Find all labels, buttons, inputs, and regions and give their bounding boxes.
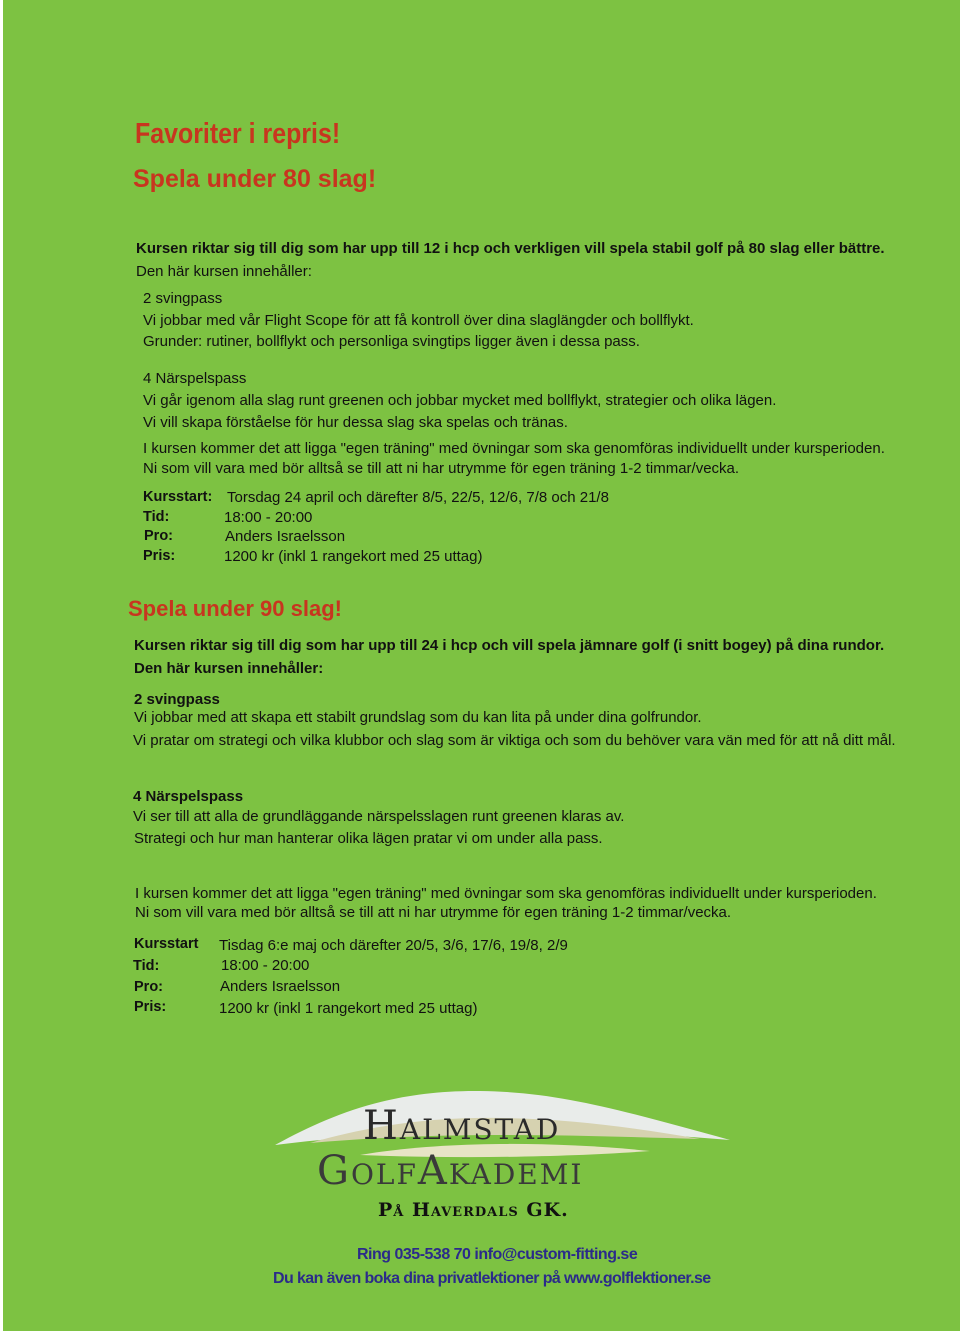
section1-price-value: 1200 kr (inkl 1 rangekort med 25 uttag)	[224, 548, 483, 565]
logo-line2: GolfAkademi	[317, 1148, 584, 1194]
section2-short-line: Strategi och hur man hanterar olika lägen pratar vi om under alla pass.	[134, 830, 603, 847]
academy-logo	[270, 1085, 735, 1225]
logo-line3: På Haverdals GK.	[378, 1199, 569, 1221]
section1-price-label: Pris:	[143, 548, 176, 564]
section2-short-heading: 4 Närspelspass	[133, 788, 244, 805]
section1-intro: Kursen riktar sig till dig som har upp till 12 i hcp och verkligen vill spela stabil golf på 80 slag eller bättre.	[136, 240, 885, 257]
logo-line1: Halmstad	[363, 1103, 561, 1149]
section2-time-label: Tid:	[133, 958, 160, 974]
section1-time-label: Tid:	[143, 509, 170, 525]
flyer-page	[3, 0, 960, 1331]
section1-short-heading: 4 Närspelspass	[143, 370, 247, 387]
section2-start-label: Kursstart	[134, 936, 199, 952]
section1-short-line: Vi går igenom alla slag runt greenen och jobbar mycket med bollflykt, strategier och olika lägen.	[143, 392, 777, 409]
section1-pro-label: Pro:	[144, 528, 173, 544]
section2-start-value: Tisdag 6:e maj och därefter 20/5, 3/6, 17/6, 19/8, 2/9	[219, 937, 568, 954]
section2-pro-value: Anders Israelsson	[220, 978, 341, 995]
section1-contains: Den här kursen innehåller:	[136, 263, 312, 280]
section2-swing-heading: 2 svingpass	[134, 691, 220, 708]
section1-pro-value: Anders Israelsson	[225, 528, 346, 545]
section1-time-value: 18:00 - 20:00	[224, 509, 313, 526]
section1-swing-line: Grunder: rutiner, bollflykt och personliga svingtips ligger även i dessa pass.	[143, 333, 640, 350]
section2-training-line: I kursen kommer det att ligga "egen träning" med övningar som ska genomföras individuellt under kursperioden.	[135, 885, 877, 902]
section2-title: Spela under 90 slag!	[128, 596, 342, 621]
section2-contains: Den här kursen innehåller:	[134, 660, 324, 677]
section2-training-line: Ni som vill vara med bör alltså se till att ni har utrymme för egen träning 1-2 timmar/vecka.	[135, 904, 732, 921]
section2-time-value: 18:00 - 20:00	[221, 957, 310, 974]
section1-swing-line: Vi jobbar med vår Flight Scope för att få kontroll över dina slaglängder och bollflykt.	[143, 312, 694, 329]
section1-training-line: I kursen kommer det att ligga "egen träning" med övningar som ska genomföras individuellt under kursperioden.	[143, 440, 885, 457]
section1-start-label: Kursstart:	[143, 489, 213, 505]
section2-swing-line: Vi jobbar med att skapa ett stabilt grundslag som du kan lita på under dina golfrundor.	[134, 709, 702, 726]
section2-price-label: Pris:	[134, 999, 167, 1015]
section1-start-value: Torsdag 24 april och därefter 8/5, 22/5, 12/6, 7/8 och 21/8	[227, 489, 609, 506]
section2-short-line: Vi ser till att alla de grundläggande närspelsslagen runt greenen klaras av.	[133, 808, 625, 825]
section1-short-line: Vi vill skapa förståelse för hur dessa slag ska spelas och tränas.	[143, 414, 568, 431]
footer-contact: Ring 035-538 70 info@custom-fitting.se	[357, 1246, 638, 1263]
footer-booking: Du kan även boka dina privatlektioner på www.golflektioner.se	[273, 1270, 711, 1287]
section2-price-value: 1200 kr (inkl 1 rangekort med 25 uttag)	[219, 1000, 478, 1017]
section2-pro-label: Pro:	[134, 979, 163, 995]
section1-swing-heading: 2 svingpass	[143, 290, 223, 307]
section1-title: Spela under 80 slag!	[133, 165, 377, 193]
section1-training-line: Ni som vill vara med bör alltså se till att ni har utrymme för egen träning 1-2 timmar/vecka.	[143, 460, 740, 477]
section2-intro: Kursen riktar sig till dig som har upp till 24 i hcp och vill spela jämnare golf (i snitt bogey) på dina rundor.	[134, 637, 885, 654]
tagline: Favoriter i repris!	[135, 118, 341, 150]
section2-swing-line: Vi pratar om strategi och vilka klubbor och slag som är viktiga och som du behöver vara vän med för att nå ditt mål.	[133, 732, 896, 749]
